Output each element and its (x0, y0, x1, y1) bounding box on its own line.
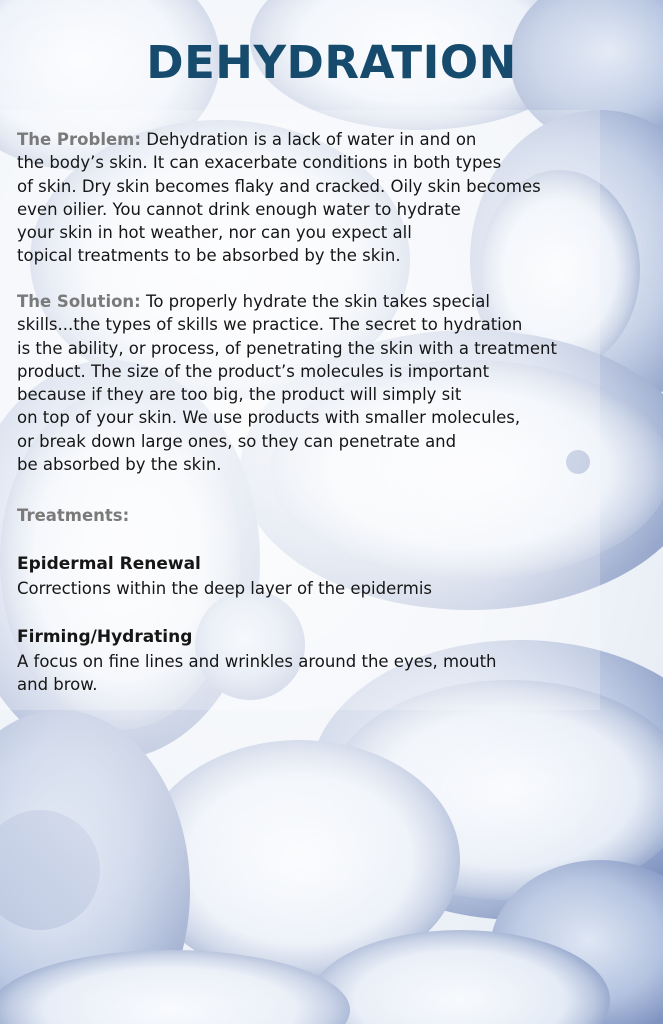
solution-line: is the ability, or process, of penetrating the skin with a treatment (17, 338, 557, 358)
solution-label: The Solution: (17, 292, 141, 311)
solution-text: To properly hydrate the skin takes special (140, 292, 490, 311)
treatment-description (17, 650, 557, 697)
solution-paragraph (17, 290, 557, 476)
problem-line: topical treatments to be absorbed by the skin. (17, 246, 401, 266)
solution-line: be absorbed by the skin. (17, 455, 222, 475)
solution-line: product. The size of the product’s molecules is important (17, 361, 490, 381)
problem-line: of skin. Dry skin becomes flaky and cracked. Oily skin becomes (17, 176, 541, 196)
solution-line: on top of your skin. We use products with smaller molecules, (17, 408, 521, 428)
problem-text: Dehydration is a lack of water in and on (140, 130, 477, 149)
treatment-description-line: Corrections within the deep layer of the epidermis (17, 579, 433, 598)
solution-line: because if they are too big, the product will simply sit (17, 385, 462, 405)
treatment-title-firming-hydrating: Firming/Hydrating (17, 627, 193, 647)
treatments-heading: Treatments: (17, 506, 130, 525)
solution-line: or break down large ones, so they can penetrate and (17, 431, 457, 451)
problem-line (17, 128, 557, 151)
treatment-description-line: A focus on fine lines and wrinkles around the eyes, mouth (17, 652, 497, 671)
problem-line: even oilier. You cannot drink enough water to hydrate (17, 199, 461, 219)
problem-line: the body’s skin. It can exacerbate conditions in both types (17, 153, 502, 173)
solution-line: skills...the types of skills we practice. The secret to hydration (17, 315, 523, 335)
treatment-description (17, 577, 557, 600)
problem-label: The Problem: (17, 130, 141, 149)
treatment-description-line: and brow. (17, 675, 98, 695)
solution-line (17, 290, 557, 313)
page-title: DEHYDRATION (146, 36, 517, 89)
problem-line: your skin in hot weather, nor can you expect all (17, 223, 412, 243)
problem-paragraph (17, 128, 557, 268)
treatment-title-epidermal-renewal: Epidermal Renewal (17, 554, 201, 574)
